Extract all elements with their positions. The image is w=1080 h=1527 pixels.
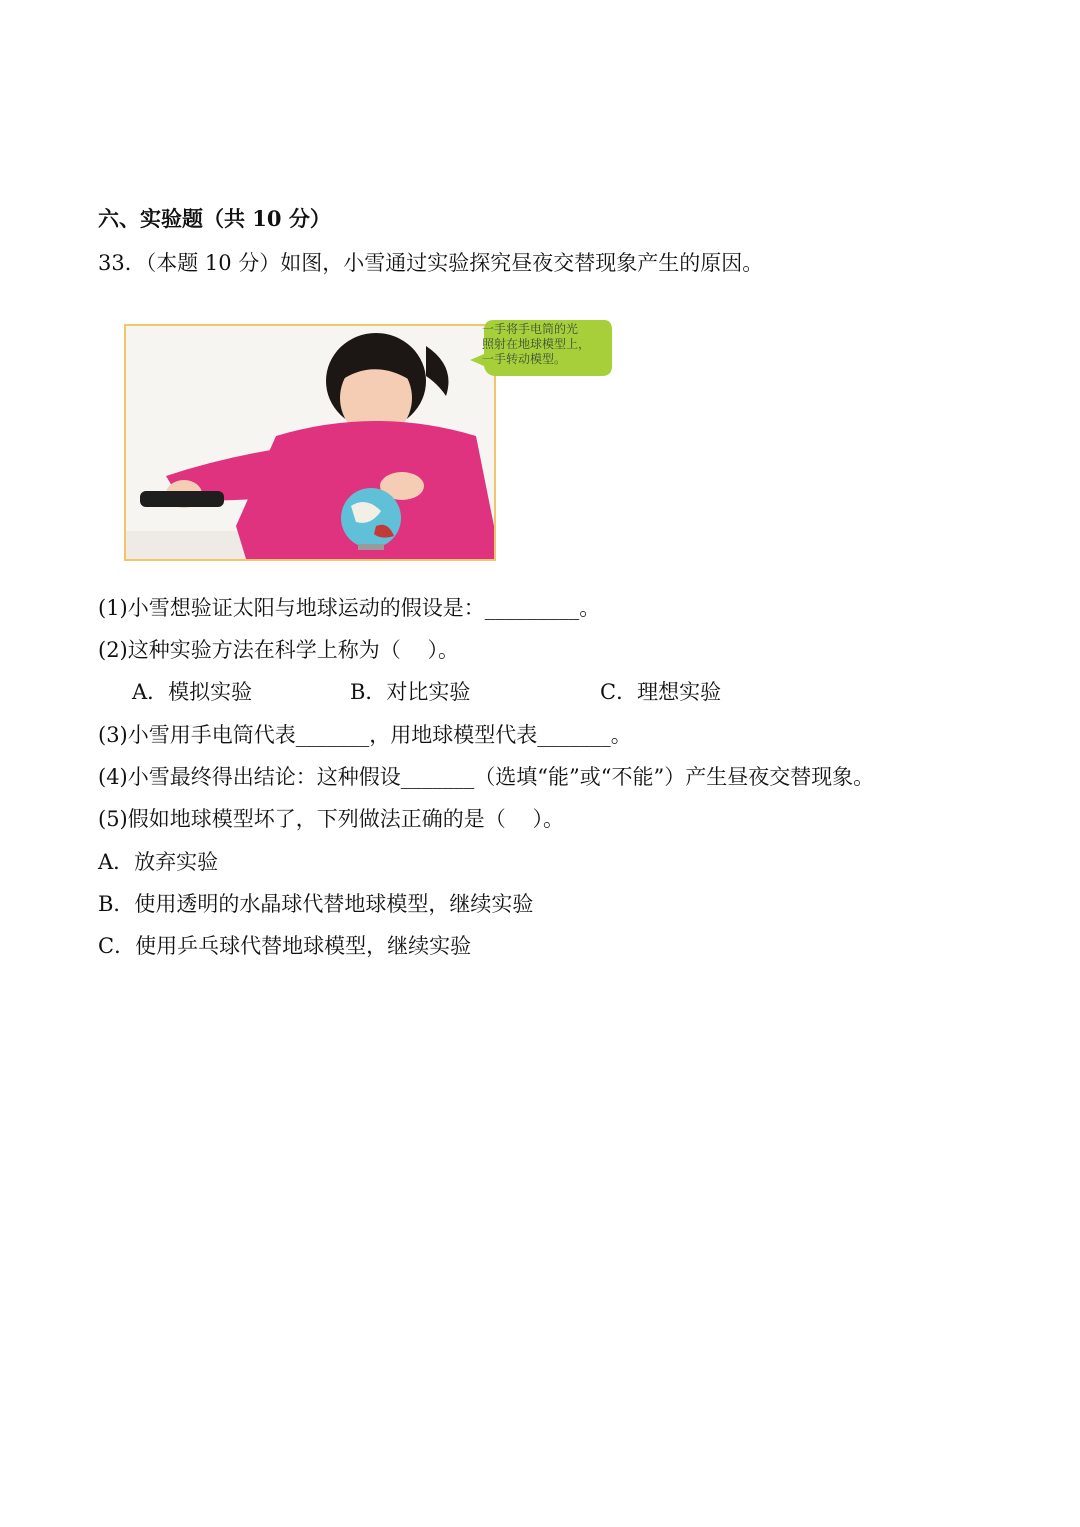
subquestion-2: (2)这种实验方法在科学上称为（ ）。 <box>98 638 459 662</box>
q5-option-c: C．使用乒乓球代替地球模型，继续实验 <box>98 934 472 958</box>
q2-option-c: C．理想实验 <box>600 680 722 704</box>
q5-option-b: B．使用透明的水晶球代替地球模型，继续实验 <box>98 892 534 916</box>
speech-bubble-text: 一手将手电筒的光 照射在地球模型上， 一手转动模型。 <box>482 322 591 366</box>
question-stem: 33．（本题 10 分）如图，小雪通过实验探究昼夜交替现象产生的原因。 <box>98 251 764 275</box>
q5-option-a: A．放弃实验 <box>98 850 219 874</box>
experiment-photo <box>124 324 496 560</box>
section-title: 六、实验题（共 10 分） <box>98 206 331 231</box>
subquestion-5: (5)假如地球模型坏了，下列做法正确的是（ ）。 <box>98 807 564 831</box>
subquestion-3: (3)小雪用手电筒代表_______，用地球模型代表_______。 <box>98 723 632 747</box>
subquestion-1: (1)小雪想验证太阳与地球运动的假设是：_________。 <box>98 596 601 620</box>
subquestion-4: (4)小雪最终得出结论：这种假设_______（选填“能”或“不能”）产生昼夜交替现象。 <box>98 765 875 789</box>
q2-option-b: B．对比实验 <box>350 680 471 704</box>
q2-option-a: A．模拟实验 <box>132 680 253 704</box>
